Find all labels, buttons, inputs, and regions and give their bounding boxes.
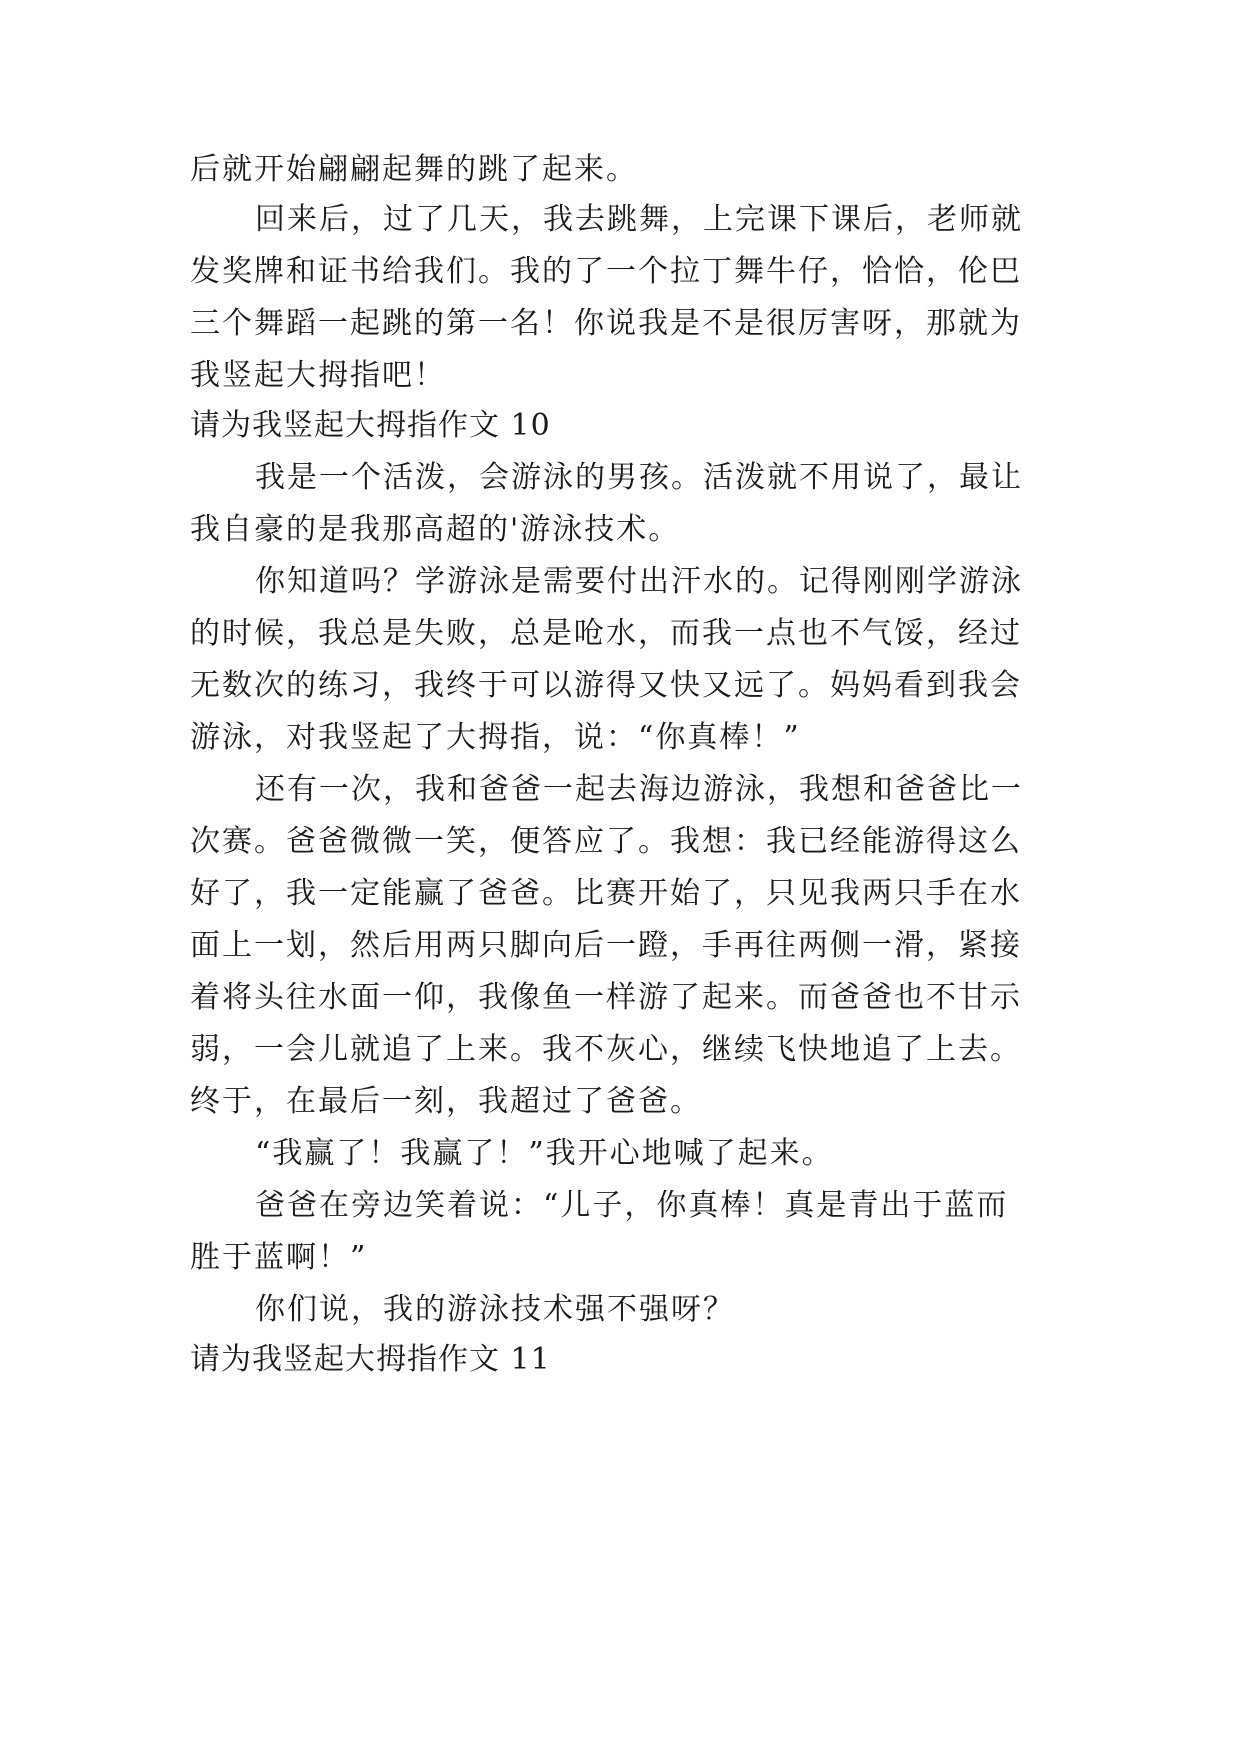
paragraph-line: 你知道吗？学游泳是需要付出汗水的。记得刚刚学游泳	[255, 564, 1023, 599]
paragraph-line: 爸爸在旁边笑着说：“儿子，你真棒！真是青出于蓝而	[255, 1188, 1009, 1223]
paragraph-line: 好了，我一定能赢了爸爸。比赛开始了，只见我两只手在水	[190, 876, 1022, 911]
paragraph-line: 回来后，过了几天，我去跳舞，上完课下课后，老师就	[255, 202, 1023, 237]
paragraph-line: 着将头往水面一仰，我像鱼一样游了起来。而爸爸也不甘示	[190, 980, 1022, 1015]
paragraph-line: 无数次的练习，我终于可以游得又快又远了。妈妈看到我会	[190, 668, 1022, 703]
paragraph-line: 终于，在最后一刻，我超过了爸爸。	[190, 1084, 702, 1119]
paragraph-line: 我是一个活泼，会游泳的男孩。活泼就不用说了，最让	[255, 460, 1023, 495]
paragraph-line: 的时候，我总是失败，总是呛水，而我一点也不气馁，经过	[190, 616, 1022, 651]
paragraph-line: 我竖起大拇指吧！	[190, 358, 446, 393]
paragraph-line: 还有一次，我和爸爸一起去海边游泳，我想和爸爸比一	[255, 772, 1023, 807]
paragraph-line: 我自豪的是我那高超的'游泳技术。	[190, 512, 681, 547]
paragraph-line: 胜于蓝啊！”	[190, 1240, 368, 1275]
paragraph-line: 后就开始翩翩起舞的跳了起来。	[190, 152, 638, 187]
paragraph-line: 游泳，对我竖起了大拇指，说：“你真棒！”	[190, 720, 801, 755]
essay-heading: 请为我竖起大拇指作文 10	[190, 408, 551, 443]
paragraph-line: 面上一划，然后用两只脚向后一蹬，手再往两侧一滑，紧接	[190, 928, 1022, 963]
essay-heading: 请为我竖起大拇指作文 11	[190, 1342, 551, 1377]
paragraph-line: 你们说，我的游泳技术强不强呀？	[255, 1292, 735, 1327]
paragraph-line: 弱，一会儿就追了上来。我不灰心，继续飞快地追了上去。	[190, 1032, 1022, 1067]
paragraph-line: “我赢了！我赢了！”我开心地喊了起来。	[255, 1136, 834, 1171]
paragraph-line: 次赛。爸爸微微一笑，便答应了。我想：我已经能游得这么	[190, 824, 1022, 859]
paragraph-line: 发奖牌和证书给我们。我的了一个拉丁舞牛仔，恰恰，伦巴	[190, 254, 1022, 289]
paragraph-line: 三个舞蹈一起跳的第一名！你说我是不是很厉害呀，那就为	[190, 306, 1022, 341]
